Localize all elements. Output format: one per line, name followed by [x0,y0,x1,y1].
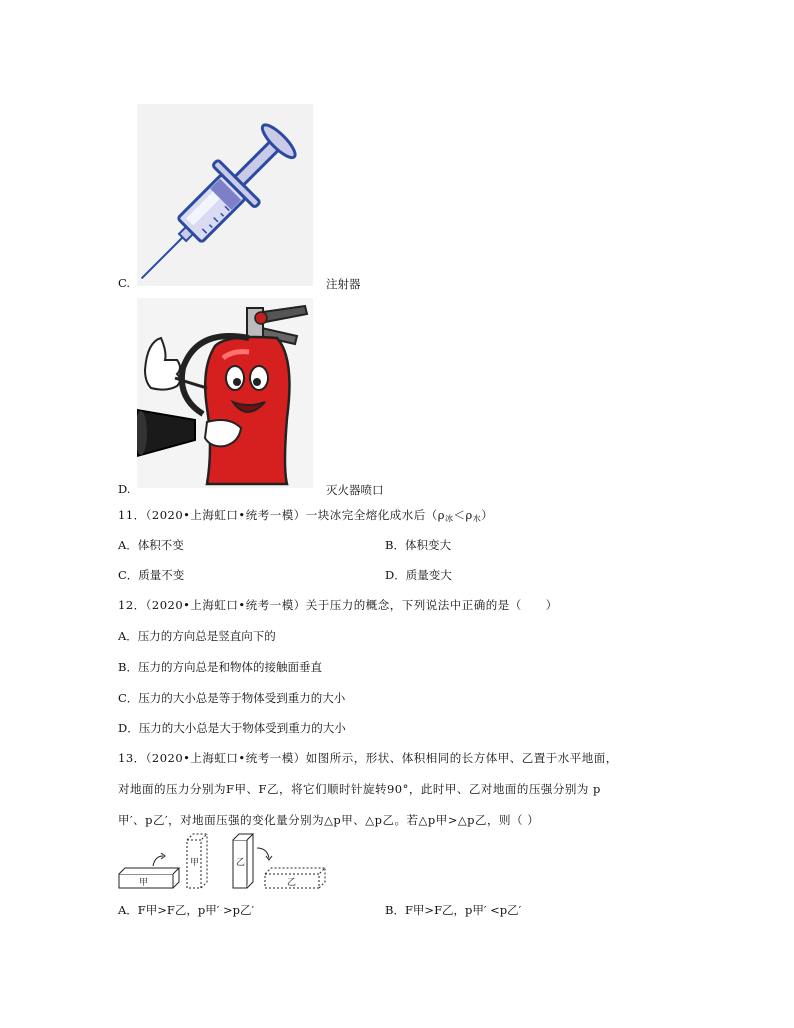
q13-option-b: B．F甲>F乙，p甲′ <p乙′ [385,903,522,917]
option-d-letter: D. [118,482,131,496]
option-c-caption: 注射器 [326,277,361,291]
q11-option-c: C．质量不变 [118,568,185,582]
question-13-line-2: 对地面的压力分别为F甲、F乙，将它们顺时针旋转90°，此时甲、乙对地面的压强分别为 p [118,782,601,796]
q11-stem-text: 11．（2020•上海虹口•统考一模）一块冰完全熔化成水后（ρ [118,508,445,522]
label-yi-standing: 乙 [236,858,246,868]
question-12-stem: 12．（2020•上海虹口•统考一模）关于压力的概念，下列说法中正确的是（ ） [118,598,558,612]
q13-figure [117,832,327,892]
question-11-stem [118,507,493,524]
q13-option-a: A．F甲>F乙，p甲′ >p乙′ [118,903,255,917]
rotate-arrow-icon [153,856,163,866]
fire-extinguisher-icon [137,298,313,488]
q12-option-c: C．压力的大小总是等于物体受到重力的大小 [118,691,346,705]
q12-option-d: D．压力的大小总是大于物体受到重力的大小 [118,721,346,735]
label-yi-lying: 乙 [287,878,297,888]
question-13-line-1: 13．（2020•上海虹口•统考一模）如图所示，形状、体积相同的长方体甲、乙置于水平地面， [118,751,618,765]
fire-extinguisher-image [137,298,313,488]
q11-option-a: A．体积不变 [118,538,184,552]
option-c-letter: C. [118,276,131,290]
block-jia-lying [119,868,179,888]
q11-sub-ice: 冰 [444,514,454,523]
q11-sub-water: 水 [472,514,482,523]
q11-option-d: D．质量变大 [385,568,452,582]
q12-option-a: A．压力的方向总是竖直向下的 [118,629,276,643]
syringe-icon [137,104,313,286]
syringe-image [137,104,313,286]
label-jia-lying: 甲 [139,878,149,888]
q11-option-b: B．体积变大 [385,538,451,552]
label-jia-standing: 甲 [190,858,200,868]
option-d-caption: 灭火器喷口 [326,483,384,497]
q12-option-b: B．压力的方向总是和物体的接触面垂直 [118,660,322,674]
q11-mid-text: ＜ρ [453,508,473,522]
q11-end-text: ） [481,508,494,522]
question-13-line-3: 甲′、p乙′，对地面压强的变化量分别为△p甲、△p乙。若△p甲>△p乙，则（ ） [118,813,540,827]
